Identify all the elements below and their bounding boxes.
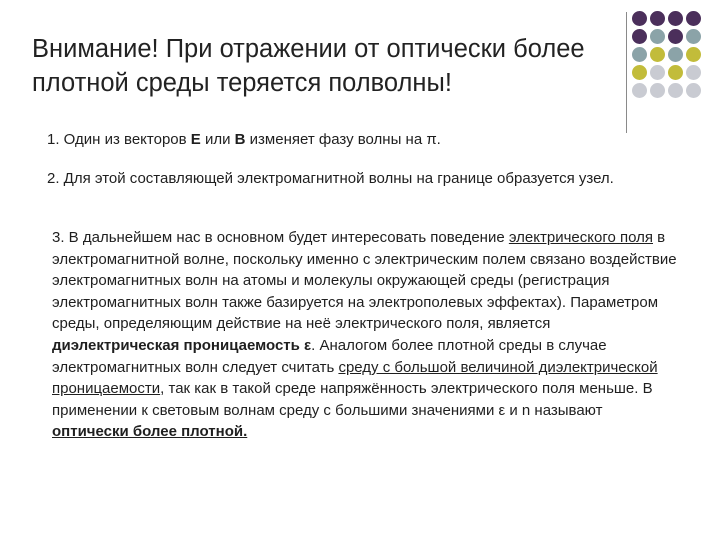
decor-dot <box>632 47 647 62</box>
divider-line <box>626 12 627 133</box>
decor-dot <box>632 11 647 26</box>
decor-dot <box>632 83 647 98</box>
point-1-text-a: 1. Один из векторов <box>47 131 191 148</box>
decor-dot <box>650 47 665 62</box>
point-3-text-3: . Аналогом более плотной среды в случае электромагнитных волн следует считать <box>52 336 607 376</box>
decor-dot <box>668 11 683 26</box>
decor-dot <box>650 83 665 98</box>
decor-dot <box>686 11 701 26</box>
decor-dot <box>668 29 683 44</box>
electric-field-term: электрического поля <box>508 229 653 246</box>
point-3-text-1: 3. В дальнейшем нас в основном будет интересовать поведение <box>52 229 509 246</box>
point-1-text-c: или <box>200 131 235 148</box>
decor-dot <box>686 47 701 62</box>
decorative-dot-grid <box>632 11 701 98</box>
decor-dot <box>686 65 701 80</box>
optically-denser-term: оптически более плотной. <box>52 423 248 441</box>
decor-dot <box>650 29 665 44</box>
point-3-text-4: , так как в такой среде напряжённость электрического поля меньше. В применении к световым волнам среду с большими значениями ε и n называют <box>52 380 653 419</box>
point-1-text-d: изменяет фазу волны на π. <box>245 131 441 148</box>
point-2: 2. Для этой составляющей электромагнитной волны на границе образуется узел. <box>47 170 614 187</box>
decor-dot <box>632 29 647 44</box>
permittivity-term: диэлектрическая проницаемость ε <box>52 336 312 354</box>
vector-b: В <box>234 131 246 148</box>
decor-dot <box>668 47 683 62</box>
decor-dot <box>668 83 683 98</box>
decor-dot <box>650 11 665 26</box>
point-1 <box>47 129 677 150</box>
vector-e: Е <box>190 131 201 148</box>
decor-dot <box>686 83 701 98</box>
decor-dot <box>650 65 665 80</box>
decor-dot <box>686 29 701 44</box>
decor-dot <box>668 65 683 80</box>
point-3-text-2: в электромагнитной волне, поскольку именно с электрическим полем связано воздействие электромагнитных волн на атомы и молекулы окружающей среды (регистрация электромагнитных волн также базируется на электрополевых эффектах). Параметром среды, определяющим действие на неё электрического поля, является <box>52 229 677 333</box>
slide-title: Внимание! При отражении от оптически более плотной среды теряется полволны! <box>32 35 585 97</box>
decor-dot <box>632 65 647 80</box>
point-3 <box>52 227 677 443</box>
dense-medium-term: среду с большой величиной диэлектрической проницаемости <box>52 358 658 398</box>
